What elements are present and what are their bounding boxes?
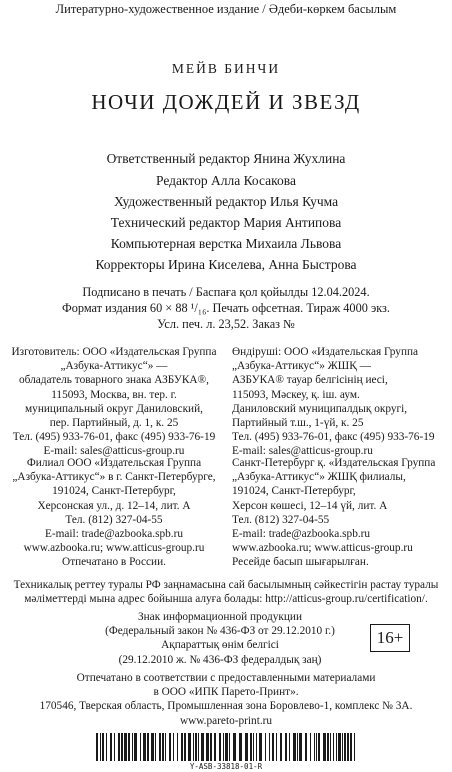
barcode-bar: [256, 733, 257, 761]
barcode-bar: [299, 733, 302, 761]
printed-in: Отпечатано в России.: [62, 556, 166, 569]
website-links: www.azbooka.ru; www.atticus-group.ru: [23, 542, 205, 554]
printer-line: 170546, Тверская область, Промышленная зона Боровлево-1, комплекс № 3А.: [39, 700, 413, 713]
credit-line: Ответственный редактор Янина Жухлина: [106, 151, 346, 166]
barcode-bar: [280, 733, 282, 761]
manufacturer-ru-line: „Азбука-Аттикус“» —: [60, 360, 168, 373]
barcode-bar: [102, 733, 104, 761]
manufacturer-ru-line: муниципальный округ Даниловский,: [25, 402, 203, 415]
barcode-bar: [225, 733, 228, 761]
barcode-bar: [276, 733, 277, 761]
barcode-bar: [327, 733, 329, 761]
barcode-bar: [293, 733, 296, 761]
age-rating-badge: 16+: [370, 624, 410, 652]
barcode-bar: [239, 733, 242, 761]
printer-line: www.pareto-print.ru: [179, 714, 273, 727]
barcode-bar: [114, 733, 115, 761]
barcode-bar: [184, 733, 186, 761]
barcode-bar: [316, 733, 317, 761]
barcode-bar: [350, 733, 352, 761]
barcode-bar: [159, 733, 161, 761]
barcode-bar: [229, 733, 230, 761]
printer-line: Отпечатано в соответствии с предоставленными материалами: [76, 672, 376, 684]
manufacturer-ru-line: Изготовитель: ООО «Издательская Группа: [11, 346, 217, 358]
tech-regulation: [0, 578, 452, 606]
manufacturer-kz-line: Тел. (495) 933-76-01, факс (495) 933-76-19: [232, 431, 435, 444]
manufacturer-ru-line: 115093, Москва, вн. тер. г.: [51, 388, 177, 401]
barcode-bar: [250, 733, 252, 761]
barcode-bar: [314, 733, 315, 761]
barcode-bar: [100, 733, 101, 761]
barcode-bar: [333, 733, 334, 761]
barcode-bar: [162, 733, 164, 761]
web-ru: [4, 541, 224, 569]
manufacturer-kz-line: E-mail: sales@atticus-group.ru: [232, 445, 373, 458]
barcode-bar: [143, 733, 146, 761]
barcode: [96, 733, 358, 761]
branch-kz-line: Херсон көшесі, 12–14 үй, лит. А: [232, 499, 388, 512]
manufacturer-kz-line: 115093, Мәскеу, қ. іш. аум.: [232, 388, 360, 401]
barcode-bar: [201, 733, 204, 761]
barcode-bar: [354, 733, 355, 761]
manufacturer-ru-line: E-mail: sales@atticus-group.ru: [43, 445, 185, 458]
barcode-bar: [140, 733, 141, 761]
credit-line: Компьютерная верстка Михаила Львова: [110, 236, 342, 251]
barcode-bar: [188, 733, 191, 761]
tech-regulation-line: Техникалық реттеу туралы РФ заңнамасына сай басылымның сәйкестігін растау туралы: [13, 579, 439, 591]
manufacturer-kz-line: Өндіруші: ООО «Издательская Группа: [232, 346, 419, 358]
barcode-bar: [347, 733, 349, 761]
manufacturer-ru: [4, 345, 224, 459]
barcode-bar: [173, 733, 174, 761]
barcode-bar: [155, 733, 156, 761]
sheets-order: Усл. печ. л. 23,52. Заказ №: [157, 317, 295, 331]
barcode-bar: [310, 733, 311, 761]
barcode-bar: [151, 733, 154, 761]
author-name: МЕЙВ БИНЧИ: [171, 61, 281, 76]
branch-ru-line: „Азбука-Аттикус“» в г. Санкт-Петербурге,: [12, 471, 216, 484]
website-links: www.azbooka.ru; www.atticus-group.ru: [232, 542, 413, 554]
branch-ru-line: 191024, Санкт-Петербург,: [52, 485, 176, 498]
barcode-text: Y-ASB-33818-01-R: [189, 762, 263, 771]
barcode-bar: [233, 733, 236, 761]
barcode-bar: [272, 733, 274, 761]
barcode-bar: [289, 733, 290, 761]
branch-kz-line: 191024, Санкт-Петербург,: [232, 485, 356, 498]
barcode-bar: [165, 733, 166, 761]
barcode-bar: [181, 733, 183, 761]
barcode-bar: [330, 733, 331, 761]
barcode-bar: [259, 733, 262, 761]
branch-ru-line: Филиал ООО «Издательская Группа: [26, 457, 202, 469]
printer-line: в ООО «ИПК Парето-Принт».: [153, 686, 299, 699]
manufacturer-ru-line: пер. Партийный, д. 1, к. 25: [49, 417, 179, 430]
barcode-bar: [336, 733, 337, 761]
manufacturer-kz-line: Партийный т.ш., 1-үй, к. 25: [232, 417, 364, 430]
branch-kz-line: E-mail: trade@azbooka.spb.ru: [232, 528, 371, 541]
book-title: НОЧИ ДОЖДЕЙ И ЗВЕЗД: [91, 90, 361, 114]
tech-regulation-line: мәліметтерді мына адрес бойынша алуға болады: http://atticus-group.ru/certification/.: [24, 593, 428, 606]
barcode-bar: [253, 733, 254, 761]
manufacturer-kz-line: Даниловский муниципалдық округі,: [232, 402, 408, 415]
credit-line: Корректоры Ирина Киселева, Анна Быстрова: [95, 257, 357, 272]
printed-in: Ресейде басып шығарылған.: [232, 556, 369, 569]
print-format: Формат издания 60 × 88 ¹/₁₆. Печать офсетная. Тираж 4000 экз.: [62, 301, 390, 315]
barcode-bar: [338, 733, 341, 761]
barcode-bar: [198, 733, 199, 761]
branch-ru-line: Тел. (812) 327-04-55: [65, 513, 163, 526]
barcode-bar: [214, 733, 216, 761]
barcode-bar: [223, 733, 224, 761]
info-sign-line: Ақпараттық өнім белгісі: [161, 639, 279, 652]
barcode-bar: [195, 733, 197, 761]
barcode-bar: [147, 733, 149, 761]
barcode-bar: [169, 733, 171, 761]
barcode-bar: [342, 733, 343, 761]
info-sign-line: Знак информационной продукции: [137, 611, 303, 623]
barcode-bar: [177, 733, 178, 761]
barcode-bar: [96, 733, 98, 761]
barcode-bar: [210, 733, 212, 761]
info-sign-line: (Федеральный закон № 436-ФЗ от 29.12.2010 г.): [105, 625, 335, 638]
branch-ru: [4, 456, 224, 541]
credit-line: Редактор Алла Косакова: [156, 173, 296, 188]
barcode-bar: [206, 733, 209, 761]
edition-type-header: Литературно-художественное издание / Әдеби-көркем басылым: [55, 2, 397, 16]
barcode-bar: [265, 733, 266, 761]
barcode-bar: [305, 733, 307, 761]
barcode-bar: [110, 733, 112, 761]
manufacturer-kz-line: АЗБУКА® тауар белгісінің иесі,: [232, 374, 388, 387]
credit-line: Художественный редактор Илья Кучма: [113, 194, 339, 209]
web-kz: [232, 541, 450, 569]
barcode-bar: [124, 733, 127, 761]
barcode-bar: [285, 733, 287, 761]
printer-info: [0, 671, 452, 728]
barcode-bar: [132, 733, 133, 761]
barcode-bar: [121, 733, 123, 761]
barcode-bar: [106, 733, 107, 761]
branch-kz-line: Санкт-Петербург қ. «Издательская Группа: [232, 457, 436, 469]
branch-kz-line: Тел. (812) 327-04-55: [232, 513, 330, 526]
branch-kz-line: „Азбука-Аттикус“» ЖШҚ филиалы,: [232, 471, 406, 484]
barcode-bar: [297, 733, 298, 761]
barcode-bar: [344, 733, 346, 761]
barcode-bar: [134, 733, 137, 761]
barcode-bar: [219, 733, 221, 761]
barcode-bar: [245, 733, 248, 761]
branch-ru-line: Херсонская ул., д. 12–14, лит. А: [37, 499, 191, 512]
credit-line: Технический редактор Мария Антипова: [110, 215, 342, 230]
manufacturer-ru-line: Тел. (495) 933-76-01, факс (495) 933-76-19: [12, 431, 216, 444]
branch-ru-line: E-mail: trade@azbooka.spb.ru: [44, 528, 184, 541]
manufacturer-ru-line: обладатель товарного знака АЗБУКА®,: [18, 374, 209, 387]
barcode-bar: [128, 733, 130, 761]
barcode-bar: [269, 733, 270, 761]
barcode-bar: [323, 733, 326, 761]
branch-kz: [232, 456, 450, 541]
manufacturer-kz: [232, 345, 450, 459]
info-sign-line: (29.12.2010 ж. № 436-ФЗ федералдық заң): [118, 653, 322, 666]
signed-date: Подписано в печать / Баспаға қол қойылды 12.04.2024.: [82, 285, 370, 299]
barcode-bar: [193, 733, 194, 761]
manufacturer-kz-line: „Азбука-Аттикус“» ЖШҚ —: [232, 360, 371, 373]
barcode-bar: [118, 733, 120, 761]
barcode-bar: [318, 733, 320, 761]
